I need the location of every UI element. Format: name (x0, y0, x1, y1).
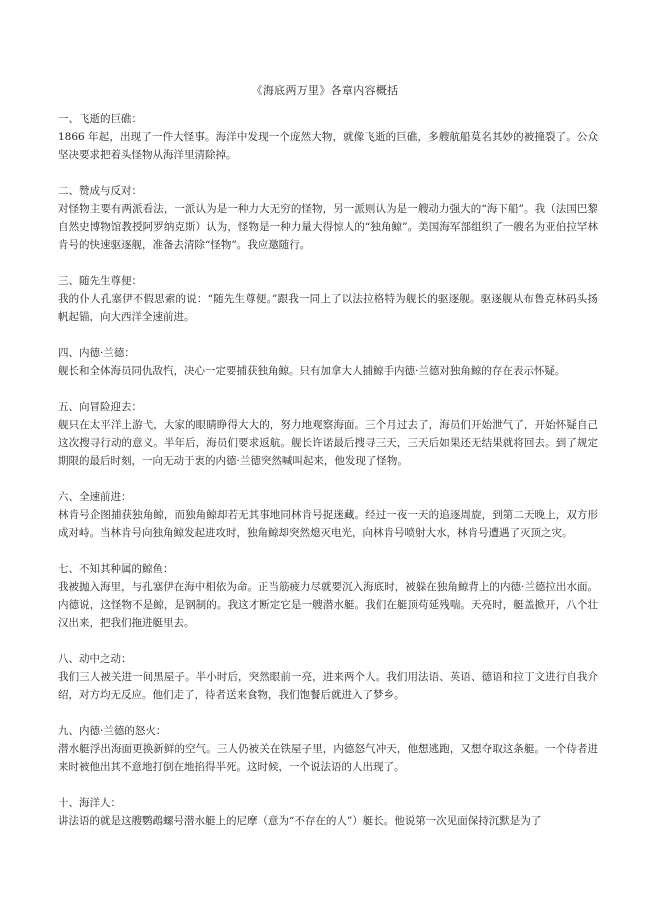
section-heading: 六、全速前进： (58, 491, 132, 503)
section-body: 舰只在太平洋上游弋，大家的眼睛睁得大大的，努力地观察海面。三个月过去了，海员们开始泄气了，开始怀疑自己这次搜寻行动的意义。半年后，海员们要求返航。舰长许诺最后搜寻三天，三天后如果还无结果就将回去。到了规定期限的最后时刻，一向无动于衷的内德·兰德突然喊叫起来，他发现了怪物。 (58, 419, 598, 467)
section-9 (58, 722, 598, 776)
section-heading: 十、海洋人： (58, 797, 121, 809)
section-body: 我被抛入海里，与孔塞伊在海中相依为命。正当筋疲力尽就要沉入海底时，被躲在独角鲸背上的内德·兰德拉出水面。内德说，这怪物不是鲸，是钢制的。我这才断定它是一艘潜水艇。我们在艇顶苟延残喘。天亮时，艇盖掀开，八个壮汉出来，把我们拖进艇里去。 (58, 581, 598, 629)
section-heading: 三、随先生尊便： (58, 275, 142, 287)
section-heading: 一、飞逝的巨礁： (58, 113, 142, 125)
section-4 (58, 344, 598, 380)
document-content (58, 110, 598, 848)
section-10 (58, 794, 598, 830)
section-7 (58, 560, 598, 632)
section-body: 潜水艇浮出海面更换新鲜的空气。三人仍被关在铁屋子里，内德怒气冲天，他想逃跑，又想夺取这条艇。一个侍者进来时被他出其不意地打倒在地掐得半死。这时候，一个说法语的人出现了。 (58, 743, 598, 773)
section-body: 对怪物主要有两派看法，一派认为是一种力大无穷的怪物，另一派则认为是一艘动力强大的“海下船”。我（法国巴黎自然史博物馆教授阿罗纳克斯）认为，怪物是一种力量大得惊人的“独角鲸”。美国海军部组织了一艘名为亚伯拉罕林肯号的快速驱逐舰，准备去清除“怪物”。我应邀随行。 (58, 203, 598, 251)
section-8 (58, 650, 598, 704)
section-body: 讲法语的就是这艘鹦鹉螺号潜水艇上的尼摩（意为“不存在的人”）艇长。他说第一次见面保持沉默是为了 (58, 815, 542, 827)
section-body: 舰长和全体海员同仇敌忾，决心一定要捕获独角鲸。只有加拿大人捕鲸手内德·兰德对独角鲸的存在表示怀疑。 (58, 365, 566, 377)
section-6 (58, 488, 598, 542)
section-3 (58, 272, 598, 326)
section-5 (58, 398, 598, 470)
section-heading: 二、赞成与反对： (58, 185, 142, 197)
section-heading: 四、内德·兰德： (58, 347, 135, 359)
section-1 (58, 110, 598, 164)
document-title: 《海底两万里》各章内容概括 (251, 84, 399, 97)
section-body: 我的仆人孔塞伊不假思索的说：“随先生尊便。”跟我一同上了以法拉格特为舰长的驱逐舰。驱逐舰从布鲁克林码头扬帆起锚，向大西洋全速前进。 (58, 293, 598, 323)
section-2 (58, 182, 598, 254)
section-heading: 九、内德·兰德的怒火： (58, 725, 167, 737)
section-body: 我们三人被关进一间黑屋子。半小时后，突然眼前一亮，进来两个人。我们用法语、英语、德语和拉丁文进行自我介绍，对方均无反应。他们走了，待者送来食物，我们饱餐后就进入了梦乡。 (58, 671, 598, 701)
section-body: 1866 年起，出现了一件大怪事。海洋中发现一个庞然大物，就像飞逝的巨礁，多艘航船莫名其妙的被撞裂了。公众坚决要求把着头怪物从海洋里清除掉。 (58, 131, 598, 161)
section-heading: 七、不知其种属的鲸鱼： (58, 563, 174, 575)
section-heading: 五、向冒险迎去： (58, 401, 142, 413)
section-heading: 八、动中之动： (58, 653, 132, 665)
section-body: 林肯号企图捕获独角鲸，而独角鲸却若无其事地同林肯号捉迷藏。经过一夜一天的追逐周旋，到第二天晚上，双方形成对峙。当林肯号向独角鲸发起进攻时，独角鲸却突然熄灭电光，向林肯号喷射大水，林肯号遭遇了灭顶之灾。 (58, 509, 598, 539)
